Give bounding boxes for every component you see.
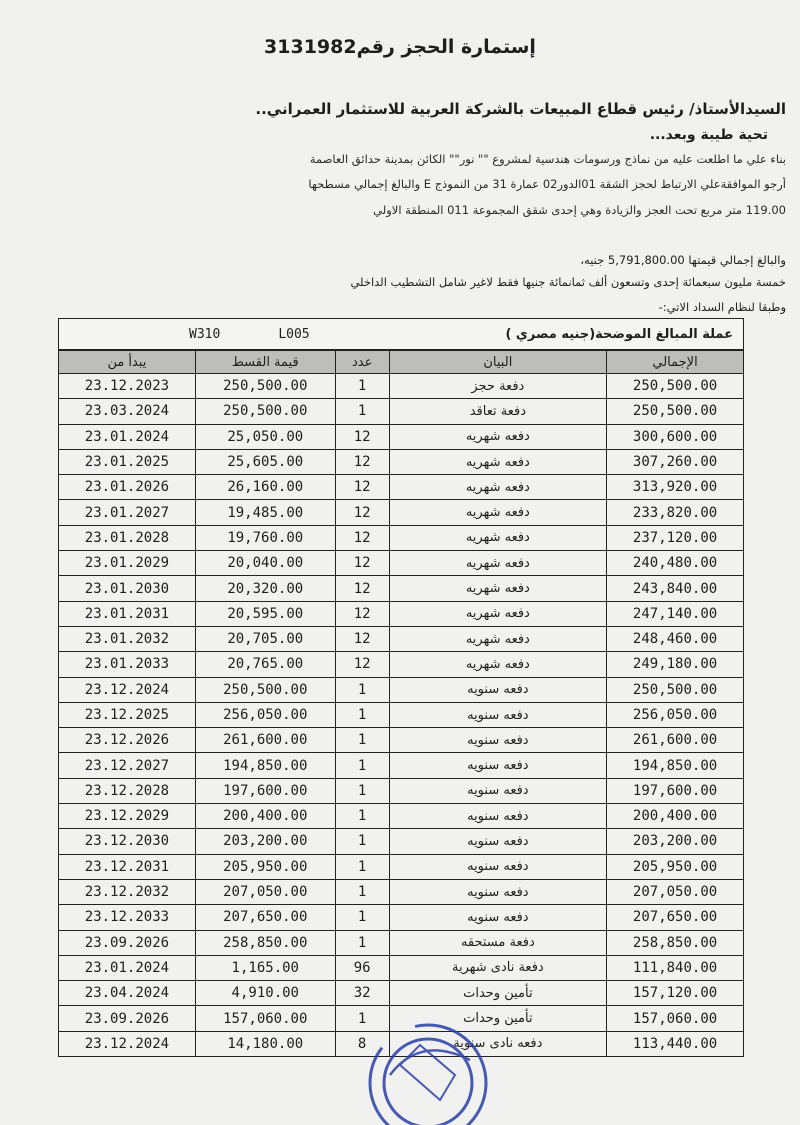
cell-total: 243,840.00 bbox=[607, 576, 744, 601]
table-row bbox=[59, 778, 744, 803]
cell-total: 194,850.00 bbox=[607, 753, 744, 778]
cell-count: 1 bbox=[335, 804, 389, 829]
table-row bbox=[59, 1006, 744, 1031]
cell-total: 197,600.00 bbox=[607, 778, 744, 803]
schedule-rows bbox=[59, 374, 744, 1057]
cell-description: دفعه سنويه bbox=[389, 753, 607, 778]
body-line-2: أرجو الموافقةعلي الارتباط لحجز الشقة 01الدور02 عمارة 31 من النموذج E والبالغ إجمالي مسطحها bbox=[308, 177, 786, 191]
col-count: عدد bbox=[335, 351, 389, 374]
cell-count: 1 bbox=[335, 905, 389, 930]
cell-start-date: 23.12.2027 bbox=[59, 753, 196, 778]
cell-total: 207,650.00 bbox=[607, 905, 744, 930]
cell-start-date: 23.12.2024 bbox=[59, 677, 196, 702]
table-row bbox=[59, 677, 744, 702]
cell-count: 12 bbox=[335, 601, 389, 626]
cell-total: 313,920.00 bbox=[607, 475, 744, 500]
table-row bbox=[59, 879, 744, 904]
cell-total: 307,260.00 bbox=[607, 449, 744, 474]
cell-installment: 203,200.00 bbox=[195, 829, 335, 854]
cell-description: دفعه سنويه bbox=[389, 778, 607, 803]
cell-total: 203,200.00 bbox=[607, 829, 744, 854]
cell-installment: 194,850.00 bbox=[195, 753, 335, 778]
cell-start-date: 23.12.2030 bbox=[59, 829, 196, 854]
cell-total: 258,850.00 bbox=[607, 930, 744, 955]
cell-installment: 200,400.00 bbox=[195, 804, 335, 829]
table-row bbox=[59, 424, 744, 449]
cell-total: 250,500.00 bbox=[607, 677, 744, 702]
cell-description: دفعه شهريه bbox=[389, 424, 607, 449]
cell-description: دفعه شهريه bbox=[389, 551, 607, 576]
cell-start-date: 23.01.2027 bbox=[59, 500, 196, 525]
cell-count: 1 bbox=[335, 677, 389, 702]
cell-description: دفعه سنويه bbox=[389, 854, 607, 879]
cell-installment: 4,910.00 bbox=[195, 981, 335, 1006]
cell-start-date: 23.09.2026 bbox=[59, 1006, 196, 1031]
cell-installment: 25,605.00 bbox=[195, 449, 335, 474]
cell-total: 157,060.00 bbox=[607, 1006, 744, 1031]
cell-start-date: 23.01.2025 bbox=[59, 449, 196, 474]
cell-description: دفعة حجز bbox=[389, 374, 607, 399]
cell-total: 250,500.00 bbox=[607, 399, 744, 424]
unit-code-2: L005 bbox=[278, 326, 310, 342]
table-row bbox=[59, 981, 744, 1006]
cell-installment: 205,950.00 bbox=[195, 854, 335, 879]
cell-installment: 26,160.00 bbox=[195, 475, 335, 500]
table-row bbox=[59, 930, 744, 955]
cell-start-date: 23.12.2028 bbox=[59, 778, 196, 803]
cell-description: دفعه سنويه bbox=[389, 905, 607, 930]
cell-count: 1 bbox=[335, 829, 389, 854]
cell-start-date: 23.09.2026 bbox=[59, 930, 196, 955]
cell-count: 1 bbox=[335, 854, 389, 879]
cell-start-date: 23.01.2030 bbox=[59, 576, 196, 601]
cell-installment: 20,320.00 bbox=[195, 576, 335, 601]
cell-total: 248,460.00 bbox=[607, 626, 744, 651]
table-header-bar bbox=[58, 318, 744, 350]
cell-count: 12 bbox=[335, 525, 389, 550]
table-row bbox=[59, 399, 744, 424]
cell-description: دفعه شهريه bbox=[389, 601, 607, 626]
payment-schedule bbox=[58, 318, 744, 1057]
table-row bbox=[59, 626, 744, 651]
cell-count: 1 bbox=[335, 1006, 389, 1031]
cell-description: دفعه سنويه bbox=[389, 879, 607, 904]
table-row bbox=[59, 652, 744, 677]
cell-description: دفعه شهريه bbox=[389, 525, 607, 550]
body-line-1: بناء علي ما اطلعت عليه من نماذج ورسومات هندسية لمشروع "" نور"" الكائن بمدينة حدائق العاصمة bbox=[309, 152, 786, 166]
cell-description: دفعه شهريه bbox=[389, 652, 607, 677]
cell-start-date: 23.01.2028 bbox=[59, 525, 196, 550]
unit-codes bbox=[69, 327, 310, 342]
table-row bbox=[59, 525, 744, 550]
cell-installment: 207,050.00 bbox=[195, 879, 335, 904]
cell-total: 261,600.00 bbox=[607, 728, 744, 753]
column-header-row bbox=[59, 351, 744, 374]
cell-count: 1 bbox=[335, 753, 389, 778]
col-start-date: يبدأ من bbox=[59, 351, 196, 374]
total-in-words-line: خمسة مليون سبعمائة إحدى وتسعون ألف ثمانمائة جنيها فقط لاغير شامل التشطيب الداخلي bbox=[350, 275, 786, 289]
table-row bbox=[59, 1031, 744, 1056]
cell-start-date: 23.12.2031 bbox=[59, 854, 196, 879]
cell-description: تأمين وحدات bbox=[389, 1006, 607, 1031]
cell-count: 1 bbox=[335, 728, 389, 753]
cell-start-date: 23.12.2026 bbox=[59, 728, 196, 753]
cell-start-date: 23.01.2024 bbox=[59, 424, 196, 449]
cell-installment: 19,485.00 bbox=[195, 500, 335, 525]
cell-start-date: 23.01.2029 bbox=[59, 551, 196, 576]
cell-total: 247,140.00 bbox=[607, 601, 744, 626]
cell-installment: 20,765.00 bbox=[195, 652, 335, 677]
cell-count: 1 bbox=[335, 702, 389, 727]
cell-description: دفعه شهريه bbox=[389, 500, 607, 525]
table-row bbox=[59, 702, 744, 727]
unit-code-1: W310 bbox=[189, 326, 221, 342]
table-row bbox=[59, 500, 744, 525]
cell-installment: 258,850.00 bbox=[195, 930, 335, 955]
cell-description: دفعة مستحقه bbox=[389, 930, 607, 955]
cell-description: دفعه شهريه bbox=[389, 576, 607, 601]
total-value-line: والبالغ إجمالي قيمتها 5,791,800.00 جنيه، bbox=[580, 253, 786, 267]
table-row bbox=[59, 576, 744, 601]
cell-description: دفعه شهريه bbox=[389, 475, 607, 500]
cell-start-date: 23.03.2024 bbox=[59, 399, 196, 424]
cell-start-date: 23.01.2024 bbox=[59, 955, 196, 980]
cell-installment: 157,060.00 bbox=[195, 1006, 335, 1031]
cell-description: دفعه سنويه bbox=[389, 677, 607, 702]
cell-start-date: 23.12.2033 bbox=[59, 905, 196, 930]
currency-note: عملة المبالغ الموضحة(جنيه مصري ) bbox=[505, 326, 733, 342]
addressee-line: السيدالأستاذ/ رئيس قطاع المبيعات بالشركة العربية للاستثمار العمراني.. bbox=[255, 100, 786, 118]
cell-installment: 250,500.00 bbox=[195, 677, 335, 702]
cell-installment: 197,600.00 bbox=[195, 778, 335, 803]
cell-count: 1 bbox=[335, 399, 389, 424]
table-row bbox=[59, 854, 744, 879]
cell-count: 12 bbox=[335, 551, 389, 576]
table-row bbox=[59, 449, 744, 474]
greeting-line: تحية طيبة وبعد... bbox=[649, 127, 768, 143]
cell-total: 256,050.00 bbox=[607, 702, 744, 727]
cell-count: 12 bbox=[335, 626, 389, 651]
table-row bbox=[59, 804, 744, 829]
cell-count: 1 bbox=[335, 374, 389, 399]
table-row bbox=[59, 601, 744, 626]
cell-count: 12 bbox=[335, 449, 389, 474]
page-title: إستمارة الحجز رقم3131982 bbox=[264, 36, 536, 58]
cell-installment: 256,050.00 bbox=[195, 702, 335, 727]
cell-installment: 250,500.00 bbox=[195, 374, 335, 399]
cell-description: دفعة تعاقد bbox=[389, 399, 607, 424]
cell-installment: 19,760.00 bbox=[195, 525, 335, 550]
table-row bbox=[59, 728, 744, 753]
cell-installment: 25,050.00 bbox=[195, 424, 335, 449]
cell-total: 240,480.00 bbox=[607, 551, 744, 576]
table-row bbox=[59, 753, 744, 778]
cell-total: 205,950.00 bbox=[607, 854, 744, 879]
cell-count: 1 bbox=[335, 778, 389, 803]
cell-count: 32 bbox=[335, 981, 389, 1006]
cell-total: 237,120.00 bbox=[607, 525, 744, 550]
cell-installment: 14,180.00 bbox=[195, 1031, 335, 1056]
cell-description: دفعه سنويه bbox=[389, 829, 607, 854]
cell-count: 12 bbox=[335, 500, 389, 525]
table-row bbox=[59, 374, 744, 399]
body-line-3: 119.00 متر مربع تحت العجز والزيادة وهي إحدى شقق المجموعة 011 المنطقة الاولي bbox=[373, 203, 786, 217]
cell-installment: 20,705.00 bbox=[195, 626, 335, 651]
cell-total: 233,820.00 bbox=[607, 500, 744, 525]
cell-description: تأمين وحدات bbox=[389, 981, 607, 1006]
table-row bbox=[59, 955, 744, 980]
cell-start-date: 23.12.2024 bbox=[59, 1031, 196, 1056]
cell-installment: 250,500.00 bbox=[195, 399, 335, 424]
cell-count: 12 bbox=[335, 652, 389, 677]
cell-start-date: 23.01.2032 bbox=[59, 626, 196, 651]
cell-start-date: 23.01.2026 bbox=[59, 475, 196, 500]
cell-description: دفعه نادى سنوية bbox=[389, 1031, 607, 1056]
cell-description: دفعه سنويه bbox=[389, 728, 607, 753]
cell-description: دفعه سنويه bbox=[389, 804, 607, 829]
cell-total: 300,600.00 bbox=[607, 424, 744, 449]
cell-start-date: 23.04.2024 bbox=[59, 981, 196, 1006]
col-description: البيان bbox=[389, 351, 607, 374]
table-row bbox=[59, 905, 744, 930]
cell-start-date: 23.12.2029 bbox=[59, 804, 196, 829]
cell-count: 8 bbox=[335, 1031, 389, 1056]
cell-installment: 20,595.00 bbox=[195, 601, 335, 626]
cell-description: دفعة نادى شهرية bbox=[389, 955, 607, 980]
col-installment: قيمة القسط bbox=[195, 351, 335, 374]
cell-count: 12 bbox=[335, 576, 389, 601]
schedule-table bbox=[58, 350, 744, 1057]
cell-description: دفعه شهريه bbox=[389, 449, 607, 474]
cell-count: 96 bbox=[335, 955, 389, 980]
cell-total: 111,840.00 bbox=[607, 955, 744, 980]
cell-count: 1 bbox=[335, 930, 389, 955]
cell-start-date: 23.12.2025 bbox=[59, 702, 196, 727]
cell-description: دفعه شهريه bbox=[389, 626, 607, 651]
cell-total: 157,120.00 bbox=[607, 981, 744, 1006]
cell-installment: 20,040.00 bbox=[195, 551, 335, 576]
cell-total: 250,500.00 bbox=[607, 374, 744, 399]
cell-start-date: 23.01.2031 bbox=[59, 601, 196, 626]
cell-total: 200,400.00 bbox=[607, 804, 744, 829]
cell-start-date: 23.12.2023 bbox=[59, 374, 196, 399]
cell-count: 12 bbox=[335, 424, 389, 449]
cell-installment: 1,165.00 bbox=[195, 955, 335, 980]
col-total: الإجمالي bbox=[607, 351, 744, 374]
cell-total: 113,440.00 bbox=[607, 1031, 744, 1056]
table-row bbox=[59, 551, 744, 576]
cell-installment: 207,650.00 bbox=[195, 905, 335, 930]
cell-description: دفعه سنويه bbox=[389, 702, 607, 727]
cell-installment: 261,600.00 bbox=[195, 728, 335, 753]
payment-terms-line: وطبقا لنظام السداد الاتي:- bbox=[658, 300, 786, 314]
cell-total: 249,180.00 bbox=[607, 652, 744, 677]
cell-start-date: 23.01.2033 bbox=[59, 652, 196, 677]
table-row bbox=[59, 829, 744, 854]
cell-start-date: 23.12.2032 bbox=[59, 879, 196, 904]
cell-count: 12 bbox=[335, 475, 389, 500]
cell-count: 1 bbox=[335, 879, 389, 904]
table-row bbox=[59, 475, 744, 500]
cell-total: 207,050.00 bbox=[607, 879, 744, 904]
